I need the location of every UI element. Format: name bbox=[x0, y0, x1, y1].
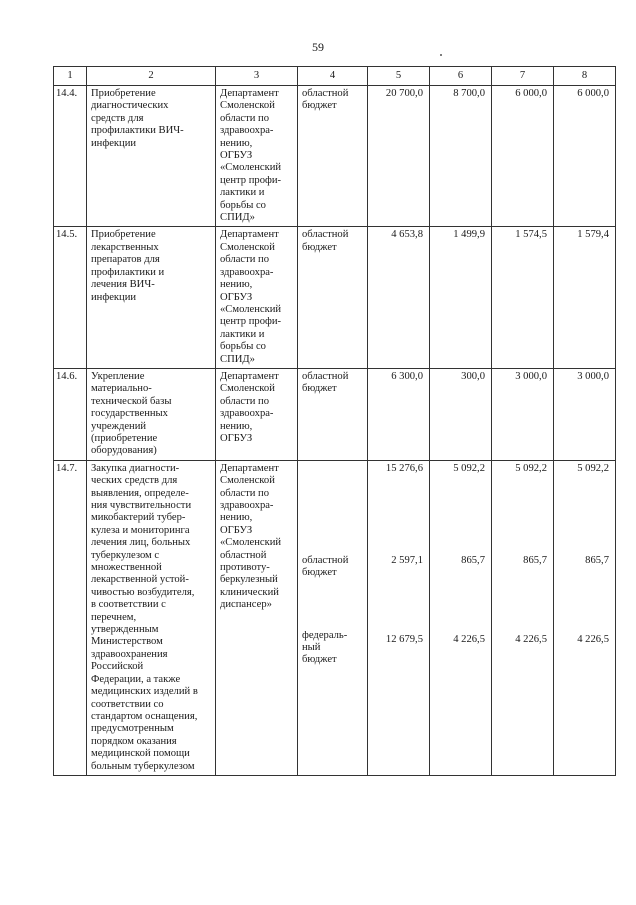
text-line: здравоохранения bbox=[91, 648, 168, 660]
amount-year-3: 3 000,0 bbox=[554, 368, 616, 460]
row-id: 14.6. bbox=[54, 368, 87, 460]
text-line: выявления, определе- bbox=[91, 487, 189, 499]
text-line: беркулезный bbox=[220, 574, 278, 586]
text-line: Смоленской bbox=[220, 475, 275, 487]
text-line: нению, bbox=[220, 512, 253, 524]
text-line: борьбы со bbox=[220, 199, 266, 211]
amount-year-1: 1 499,9 bbox=[430, 227, 492, 368]
text-line: стандартом оснащения, bbox=[91, 710, 198, 722]
executor bbox=[216, 86, 298, 227]
text-line: лекарственной устой- bbox=[91, 574, 189, 586]
column-number: 7 bbox=[492, 67, 554, 86]
text-line: федераль- bbox=[302, 629, 348, 641]
text-line: множественной bbox=[91, 562, 162, 574]
text-line: профилактики и bbox=[91, 266, 165, 278]
text-line: здравоохра- bbox=[220, 266, 274, 278]
amount-year-3: 6 000,0 bbox=[554, 86, 616, 227]
amount-year-1: 8 700,0 bbox=[430, 86, 492, 227]
text-line: Приобретение bbox=[91, 88, 156, 99]
executor bbox=[216, 227, 298, 368]
text-line: Укрепление bbox=[91, 370, 145, 382]
activity-name bbox=[87, 86, 216, 227]
text-line: микобактерий тубер- bbox=[91, 512, 186, 524]
text-line: инфекции bbox=[91, 291, 137, 303]
text-line: Департамент bbox=[220, 462, 279, 474]
text-line: областной bbox=[302, 229, 349, 241]
text-line: диагностических bbox=[91, 100, 169, 112]
text-line: Федерации, а также bbox=[91, 673, 181, 685]
text-line: СПИД» bbox=[220, 353, 255, 365]
text-line: Смоленской bbox=[220, 241, 275, 253]
text-line: центр профи- bbox=[220, 174, 282, 186]
column-number: 5 bbox=[368, 67, 430, 86]
funding-source bbox=[302, 555, 364, 580]
funding-source bbox=[298, 368, 368, 460]
text-line: Российской bbox=[91, 661, 144, 673]
text-line: Министерством bbox=[91, 636, 163, 648]
funding-source bbox=[298, 227, 368, 368]
amount-year-1: 865,7 bbox=[461, 555, 485, 567]
text-line: ный bbox=[302, 642, 321, 653]
text-line: Департамент bbox=[220, 229, 279, 241]
text-line: в соответствии с bbox=[91, 599, 166, 611]
text-line: государственных bbox=[91, 408, 168, 420]
executor bbox=[216, 460, 298, 775]
text-line: порядком оказания bbox=[91, 735, 177, 747]
text-line: учреждений bbox=[91, 420, 147, 432]
amount-total: 4 653,8 bbox=[368, 227, 430, 368]
scan-speck bbox=[440, 54, 442, 56]
amount-year-2: 1 574,5 bbox=[492, 227, 554, 368]
text-line: Смоленской bbox=[220, 383, 275, 395]
text-line: Департамент bbox=[220, 370, 279, 382]
amount-year-2: 5 092,2 bbox=[515, 462, 547, 474]
column-number: 8 bbox=[554, 67, 616, 86]
text-line: областной bbox=[302, 88, 349, 99]
text-line: материально- bbox=[91, 383, 152, 395]
text-line: оборудования) bbox=[91, 445, 157, 457]
text-line: нению, bbox=[220, 279, 253, 291]
amount-year-3: 865,7 bbox=[585, 555, 609, 567]
text-line: ОГБУЗ bbox=[220, 291, 253, 303]
text-line: предусмотренным bbox=[91, 723, 174, 735]
text-line: бюджет bbox=[302, 241, 337, 253]
text-line: чивостью возбудителя, bbox=[91, 586, 195, 598]
text-line: препаратов для bbox=[91, 254, 160, 266]
text-line: бюджет bbox=[302, 654, 337, 666]
funding-source-cell bbox=[298, 460, 368, 775]
text-line: «Смоленский bbox=[220, 162, 282, 174]
text-line: нению, bbox=[220, 420, 253, 432]
text-line: перечнем, bbox=[91, 611, 137, 623]
amount-year-3: 5 092,2 bbox=[577, 462, 609, 474]
activity-name bbox=[87, 227, 216, 368]
amount-year-2-cell bbox=[492, 460, 554, 775]
text-line: области по bbox=[220, 487, 270, 499]
text-line: Департамент bbox=[220, 88, 279, 99]
amount-year-1: 4 226,5 bbox=[453, 633, 485, 645]
text-line: лактики и bbox=[220, 328, 265, 340]
text-line: Приобретение bbox=[91, 229, 156, 241]
funding-source bbox=[302, 630, 364, 667]
text-line: ОГБУЗ bbox=[220, 432, 253, 444]
table-row bbox=[54, 368, 616, 460]
amount-year-1-cell bbox=[430, 460, 492, 775]
text-line: бюджет bbox=[302, 100, 337, 112]
text-line: «Смоленский bbox=[220, 537, 282, 549]
text-line: соответствии со bbox=[91, 698, 164, 710]
funding-source bbox=[298, 86, 368, 227]
row-id: 14.7. bbox=[54, 460, 87, 775]
amount-year-1: 300,0 bbox=[430, 368, 492, 460]
text-line: бюджет bbox=[302, 383, 337, 395]
column-number: 2 bbox=[87, 67, 216, 86]
text-line: СПИД» bbox=[220, 212, 255, 224]
table-row bbox=[54, 460, 616, 775]
text-line: ния чувствительности bbox=[91, 500, 192, 511]
text-line: лечения ВИЧ- bbox=[91, 279, 155, 291]
text-line: клинический bbox=[220, 586, 279, 598]
text-line: Смоленской bbox=[220, 100, 275, 112]
amount-year-1: 5 092,2 bbox=[453, 462, 485, 474]
text-line: области по bbox=[220, 395, 270, 407]
text-line: здравоохра- bbox=[220, 500, 274, 511]
row-id: 14.4. bbox=[54, 86, 87, 227]
text-line: медицинских изделий в bbox=[91, 686, 198, 698]
text-line: здравоохра- bbox=[220, 408, 274, 420]
text-line: «Смоленский bbox=[220, 303, 282, 315]
amount-year-2: 3 000,0 bbox=[492, 368, 554, 460]
text-line: борьбы со bbox=[220, 341, 266, 353]
text-line: кулеза и мониторинга bbox=[91, 524, 190, 536]
text-line: технической базы bbox=[91, 395, 172, 407]
text-line: областной bbox=[302, 554, 349, 566]
activity-name bbox=[87, 368, 216, 460]
text-line: (приобретение bbox=[91, 432, 158, 444]
text-line: ОГБУЗ bbox=[220, 524, 253, 536]
program-table bbox=[53, 66, 616, 776]
text-line: лекарственных bbox=[91, 241, 159, 253]
text-line: инфекции bbox=[91, 137, 137, 149]
table-row bbox=[54, 227, 616, 368]
amount-year-3: 1 579,4 bbox=[554, 227, 616, 368]
activity-name bbox=[87, 460, 216, 775]
column-number: 3 bbox=[216, 67, 298, 86]
text-line: медицинской помощи bbox=[91, 748, 190, 760]
text-line: областной bbox=[302, 370, 349, 382]
amount-year-2: 4 226,5 bbox=[515, 633, 547, 645]
text-line: нению, bbox=[220, 137, 253, 149]
amount-total: 6 300,0 bbox=[368, 368, 430, 460]
amount-year-3-cell bbox=[554, 460, 616, 775]
text-line: ческих средств для bbox=[91, 475, 178, 487]
amount-total: 20 700,0 bbox=[368, 86, 430, 227]
text-line: туберкулезом с bbox=[91, 549, 160, 561]
amount-year-3: 4 226,5 bbox=[577, 633, 609, 645]
text-line: утвержденным bbox=[91, 624, 159, 636]
text-line: области по bbox=[220, 254, 270, 266]
text-line: лактики и bbox=[220, 187, 265, 199]
row-id: 14.5. bbox=[54, 227, 87, 368]
text-line: ОГБУЗ bbox=[220, 150, 253, 162]
text-line: областной bbox=[220, 549, 267, 561]
text-line: лечения лиц, больных bbox=[91, 537, 191, 549]
column-number: 1 bbox=[54, 67, 87, 86]
column-number: 6 bbox=[430, 67, 492, 86]
amount-year-2: 865,7 bbox=[523, 555, 547, 567]
text-line: средств для bbox=[91, 112, 144, 124]
text-line: больным туберкулезом bbox=[91, 760, 195, 772]
table-row bbox=[54, 86, 616, 227]
amount-total: 12 679,5 bbox=[385, 633, 423, 645]
page-number: 59 bbox=[312, 40, 324, 54]
text-line: области по bbox=[220, 112, 270, 124]
amount-total: 15 276,6 bbox=[385, 462, 423, 474]
text-line: противоту- bbox=[220, 562, 270, 574]
executor bbox=[216, 368, 298, 460]
text-line: бюджет bbox=[302, 567, 337, 579]
text-line: профилактики ВИЧ- bbox=[91, 125, 184, 137]
amount-total-cell bbox=[368, 460, 430, 775]
text-line: Закупка диагности- bbox=[91, 462, 180, 474]
amount-total: 2 597,1 bbox=[391, 555, 423, 567]
text-line: здравоохра- bbox=[220, 125, 274, 137]
column-number: 4 bbox=[298, 67, 368, 86]
amount-year-2: 6 000,0 bbox=[492, 86, 554, 227]
text-line: диспансер» bbox=[220, 599, 272, 611]
column-number-row bbox=[54, 67, 616, 86]
text-line: центр профи- bbox=[220, 316, 282, 328]
